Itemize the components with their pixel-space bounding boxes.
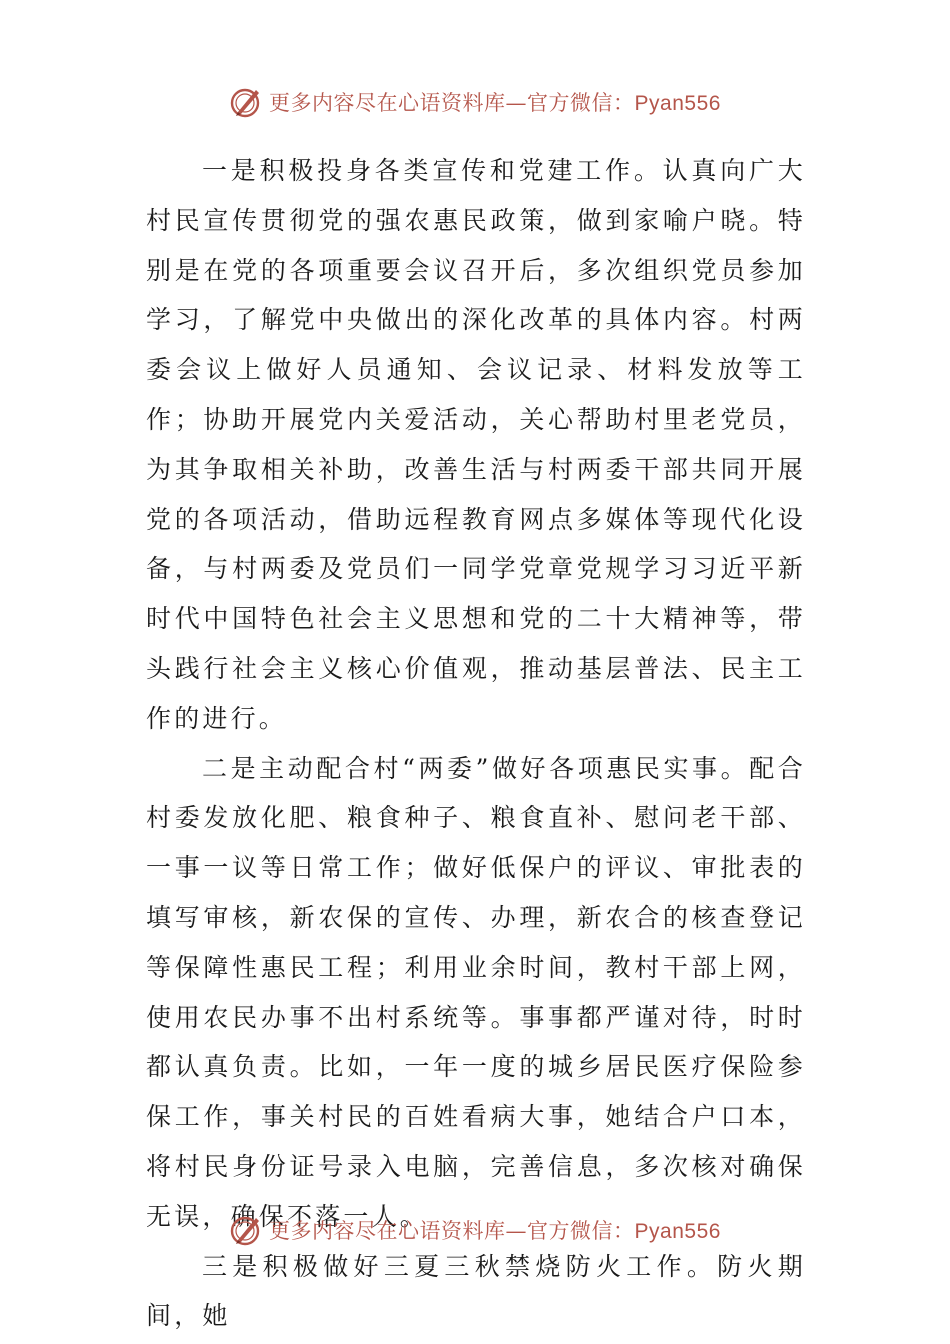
watermark-wechat-id: Pyan556 <box>634 1220 721 1243</box>
footer-watermark <box>0 1210 950 1250</box>
pen-logo-icon <box>229 85 263 119</box>
header-watermark <box>0 82 950 122</box>
document-body <box>146 146 806 1341</box>
watermark-text: 更多内容尽在心语资料库—官方微信：Pyan556 <box>269 91 721 115</box>
paragraph-3: 三是积极做好三夏三秋禁烧防火工作。防火期间，她 <box>146 1251 806 1331</box>
watermark-text: 更多内容尽在心语资料库—官方微信：Pyan556 <box>269 1219 721 1243</box>
watermark-wechat-id: Pyan556 <box>634 92 721 115</box>
paragraph-2: 二是主动配合村“两委”做好各项惠民实事。配合村委发放化肥、粮食种子、粮食直补、慰问老干部、一事一议等日常工作；做好低保户的评议、审批表的填写审核，新农保的宣传、办理，新农合的核查登记等保障性惠民工程；利用业余时间，教村干部上网，使用农民办事不出村系统等。事事都严谨对待，时时都认真负责。比如，一年一度的城乡居民医疗保险参保工作，事关村民的百姓看病大事，她结合户口本，将村民身份证号录入电脑，完善信息，多次核对确保无误，确保不落一人。 <box>146 753 806 1231</box>
pen-logo-icon <box>229 1213 263 1247</box>
paragraph-1: 一是积极投身各类宣传和党建工作。认真向广大村民宣传贯彻党的强农惠民政策，做到家喻户晓。特别是在党的各项重要会议召开后，多次组织党员参加学习，了解党中央做出的深化改革的具体内容。村两委会议上做好人员通知、会议记录、材料发放等工作；协助开展党内关爱活动，关心帮助村里老党员，为其争取相关补助，改善生活与村两委干部共同开展党的各项活动，借助远程教育网点多媒体等现代化设备，与村两委及党员们一同学党章党规学习习近平新时代中国特色社会主义思想和党的二十大精神等，带头践行社会主义核心价值观，推动基层普法、民主工作的进行。 <box>146 156 806 733</box>
